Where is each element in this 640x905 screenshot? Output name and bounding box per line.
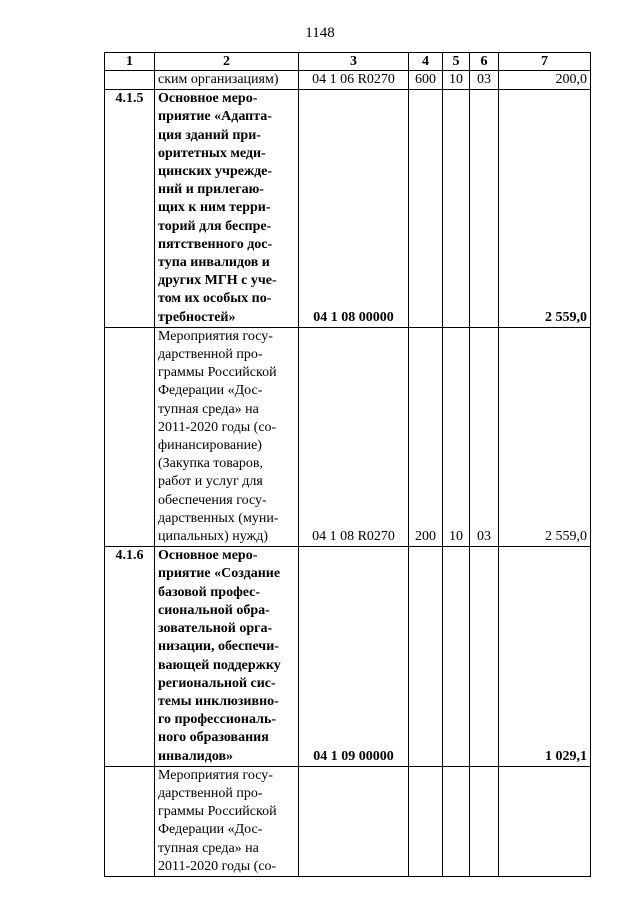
description-line: граммы Российской bbox=[158, 365, 277, 381]
page-number: 1148 bbox=[305, 25, 335, 41]
description-line: приятие «Адапта- bbox=[158, 109, 272, 125]
subsection-code: 03 bbox=[470, 71, 499, 90]
subsection-code: 03 bbox=[470, 327, 499, 546]
section-code bbox=[443, 766, 470, 876]
expense-type-code bbox=[409, 547, 443, 766]
section-code bbox=[443, 547, 470, 766]
description-line: Федерации «Дос- bbox=[158, 822, 263, 838]
description-line: 2011-2020 годы (со- bbox=[158, 858, 277, 874]
description-line: тупная среда» на bbox=[158, 840, 259, 856]
budget-code: 04 1 09 00000 bbox=[299, 547, 409, 766]
description-line: тупа инвалидов и bbox=[158, 255, 270, 271]
table-row bbox=[105, 766, 591, 876]
header-col-7: 7 bbox=[499, 53, 591, 71]
description-line: низации, обеспечи- bbox=[158, 639, 279, 655]
expense-type-code: 600 bbox=[409, 71, 443, 90]
description-line: ний и прилегаю- bbox=[158, 182, 264, 198]
row-description bbox=[155, 327, 299, 546]
table-row bbox=[105, 327, 591, 546]
description-line: сиональной обра- bbox=[158, 602, 270, 618]
amount: 200,0 bbox=[499, 71, 591, 90]
description-line: цинских учрежде- bbox=[158, 164, 273, 180]
description-line: пятственного дос- bbox=[158, 236, 273, 252]
description-line: тупная среда» на bbox=[158, 401, 259, 417]
description-line: граммы Российской bbox=[158, 804, 277, 820]
description-line: региональной сис- bbox=[158, 675, 276, 691]
description-line: дарственных (муни- bbox=[158, 510, 279, 526]
row-description bbox=[155, 90, 299, 328]
budget-code: 04 1 06 R0270 bbox=[299, 71, 409, 90]
description-line: оритетных меди- bbox=[158, 145, 266, 161]
description-line: ция зданий при- bbox=[158, 127, 261, 143]
header-col-5: 5 bbox=[443, 53, 470, 71]
description-line: 2011-2020 годы (со- bbox=[158, 419, 277, 435]
description-line: требностей» bbox=[158, 309, 236, 325]
description-line: темы инклюзивно- bbox=[158, 693, 279, 709]
expense-type-code bbox=[409, 90, 443, 328]
section-code: 10 bbox=[443, 71, 470, 90]
header-col-2: 2 bbox=[155, 53, 299, 71]
row-number bbox=[105, 766, 155, 876]
description-line: торий для беспре- bbox=[158, 218, 272, 234]
row-number: 4.1.6 bbox=[105, 547, 155, 766]
description-line: обеспечения госу- bbox=[158, 492, 267, 508]
description-line: финансирование) bbox=[158, 438, 262, 454]
amount: 2 559,0 bbox=[499, 327, 591, 546]
row-number bbox=[105, 327, 155, 546]
expense-type-code bbox=[409, 766, 443, 876]
header-col-1: 1 bbox=[105, 53, 155, 71]
budget-table bbox=[104, 52, 591, 877]
description-line: приятие «Создание bbox=[158, 566, 281, 582]
table-row bbox=[105, 547, 591, 766]
description-line: ного образования bbox=[158, 730, 269, 746]
amount: 1 029,1 bbox=[499, 547, 591, 766]
subsection-code bbox=[470, 547, 499, 766]
amount: 2 559,0 bbox=[499, 90, 591, 328]
budget-code bbox=[299, 766, 409, 876]
subsection-code bbox=[470, 766, 499, 876]
row-number: 4.1.5 bbox=[105, 90, 155, 328]
description-line: вающей поддержку bbox=[158, 657, 281, 673]
row-number bbox=[105, 71, 155, 90]
budget-code: 04 1 08 00000 bbox=[299, 90, 409, 328]
description-line: том их особых по- bbox=[158, 291, 272, 307]
description-line: других МГН с уче- bbox=[158, 273, 277, 289]
description-line: дарственной про- bbox=[158, 785, 263, 801]
budget-code: 04 1 08 R0270 bbox=[299, 327, 409, 546]
description-line: ципальных) нужд) bbox=[158, 529, 269, 545]
section-code bbox=[443, 90, 470, 328]
description-line: ским организациям) bbox=[158, 72, 279, 87]
table-body bbox=[105, 71, 591, 877]
description-line: Федерации «Дос- bbox=[158, 383, 263, 399]
expense-type-code: 200 bbox=[409, 327, 443, 546]
description-line: го профессиональ- bbox=[158, 712, 277, 728]
section-code: 10 bbox=[443, 327, 470, 546]
description-line: Мероприятия госу- bbox=[158, 328, 273, 344]
subsection-code bbox=[470, 90, 499, 328]
amount bbox=[499, 766, 591, 876]
header-col-3: 3 bbox=[299, 53, 409, 71]
header-col-6: 6 bbox=[470, 53, 499, 71]
header-row bbox=[105, 53, 591, 71]
description-line: щих к ним терри- bbox=[158, 200, 271, 216]
table-row bbox=[105, 71, 591, 90]
description-line: инвалидов» bbox=[158, 748, 234, 764]
description-line: (Закупка товаров, bbox=[158, 456, 263, 472]
table-row bbox=[105, 90, 591, 328]
row-description bbox=[155, 71, 299, 90]
description-line: Основное меро- bbox=[158, 91, 258, 107]
description-line: работ и услуг для bbox=[158, 474, 263, 490]
row-description bbox=[155, 547, 299, 766]
description-line: зовательной орга- bbox=[158, 621, 273, 637]
description-line: Мероприятия госу- bbox=[158, 767, 273, 783]
row-description bbox=[155, 766, 299, 876]
description-line: дарственной про- bbox=[158, 347, 263, 363]
description-line: базовой профес- bbox=[158, 584, 261, 600]
header-col-4: 4 bbox=[409, 53, 443, 71]
description-line: Основное меро- bbox=[158, 548, 258, 564]
